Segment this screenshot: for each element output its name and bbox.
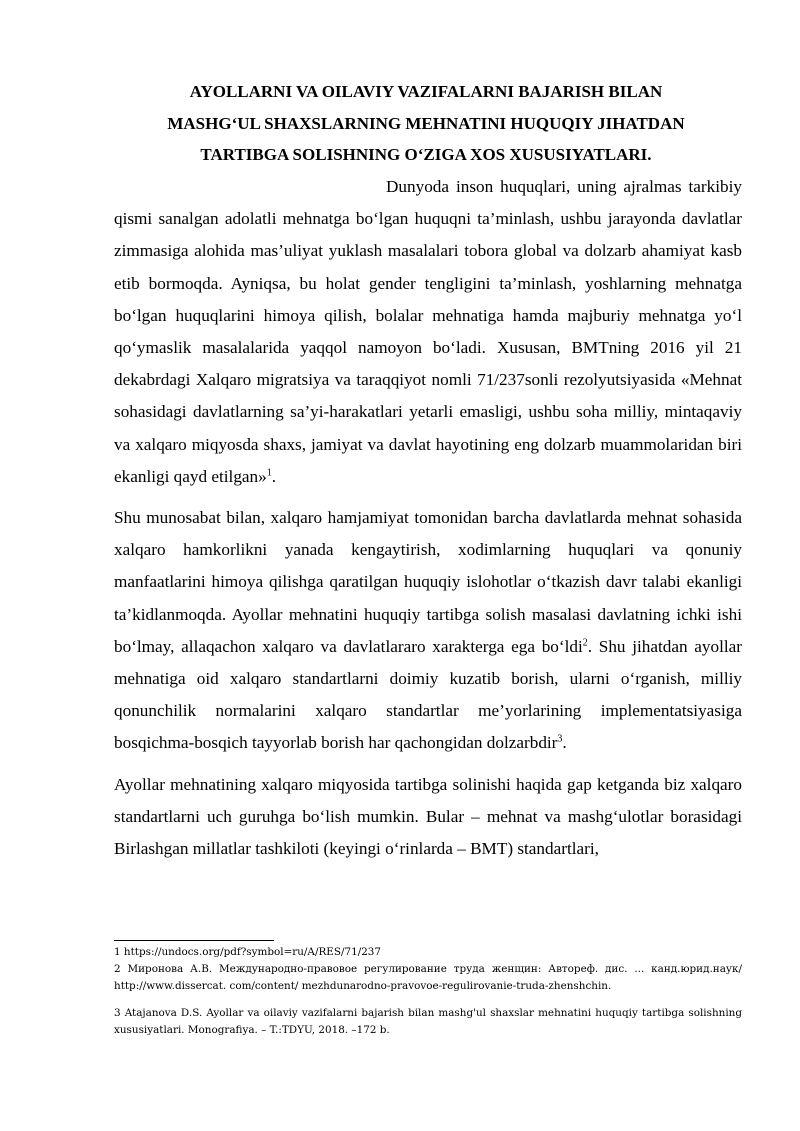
footnotes [114,944,742,1039]
footnote-1: 1 https://undocs.org/pdf?symbol=ru/A/RES/71/237 [114,946,382,958]
paragraph-2-text-a: Shu munosabat bilan, xalqaro hamjamiyat tomonidan barcha davlatlarda mehnat sohasida xalqaro hamkorlikni yanada kengaytirish, xodimlarning huquqlari va qonuniy manfaatlarini himoya qilishga qaratilgan huquqiy islohotlar o‘tkazish davr talabi ekanligi ta’kidlanmoqda. Ayollar mehnatini huquqiy tartibga solish masalasi davlatning ichki ishi bo‘lmay, allaqachon xalqaro va davlatlararo xarakterga ega bo‘ldi [114,508,742,656]
footnote-ref-1[interactable]: 1 [266,467,272,479]
footnote-ref-2[interactable]: 2 [582,637,588,649]
footnote-ref-3[interactable]: 3 [557,733,563,745]
paragraph-3 [114,769,742,866]
paragraph-3-text: Ayollar mehnatining xalqaro miqyosida tartibga solinishi haqida gap ketganda biz xalqaro standartlarni uch guruhga bo‘lish mumkin. Bular – mehnat va mashg‘ulotlar borasidagi Birlashgan millatlar tashkiloti (keyingi o‘rinlarda – BMT) standartlari, [114,774,742,859]
title-line-3: TARTIBGA SOLISHNING O‘ZIGA XOS XUSUSIYATLARI. [200,145,652,164]
title-line-1: AYOLLARNI VA OILAVIY VAZIFALARNI BAJARISH BILAN [189,82,663,101]
footnote-separator [114,940,274,941]
document-title [110,76,742,171]
paragraph-2-tail: . [562,733,567,753]
paragraph-2-text-b: . Shu jihatdan ayollar mehnatiga oid xalqaro standartlarni doimiy kuzatib borish, ularni o‘rganish, milliy qonunchilik normalarini xalqaro standartlar me’yorlarining implementatsiyasiga bosqichma-bosqich tayyorlab borish har qachongidan dolzarbdir [114,636,742,753]
footnote-2: 2 Миронова А.В. Международно-правовое регулирование труда женщин: Автореф. дис. ... канд.юрид.наук/ http://www.dissercat. com/content/ mezhdunarodno-pravovoe-regulirovanie-truda-zhenshchin. [114,963,742,992]
document-body [114,171,742,874]
paragraph-1-text: Dunyoda inson huquqlari, uning ajralmas tarkibiy qismi sanalgan adolatli mehnatga bo‘lgan huquqni ta’minlash, ushbu jarayonda davlatlar zimmasiga alohida mas’uliyat yuklash masalalari tobora global va dolzarb ahamiyat kasb etib bormoqda. Ayniqsa, bu holat gender tengligini ta’minlash, yoshlarning mehnatga bo‘lgan huquqlarini himoya qilish, bolalar mehnatiga hamda majburiy mehnatga yo‘l qo‘ymaslik masalalarida yaqqol namoyon bo‘ladi. Xususan, BMTning 2016 yil 21 dekabrdagi Xalqaro migratsiya va taraqqiyot nomli 71/237sonli rezolyutsiyasida «Mehnat sohasidagi davlatlarning sa’yi-harakatlari yetarli emasligi, ushbu soha milliy, mintaqaviy va xalqaro miqyosda shaxs, jamiyat va davlat hayotining eng dolzarb muammolaridan biri ekanligi qayd etilgan» [114,177,742,486]
title-line-2: MASHG‘UL SHAXSLARNING MEHNATINI HUQUQIY JIHATDAN [167,113,685,133]
paragraph-2 [114,502,742,760]
paragraph-1 [114,171,742,493]
paragraph-1-tail: . [271,466,277,486]
footnote-3: 3 Atajanova D.S. Ayollar va oilaviy vazifalarni bajarish bilan mashg'ul shaxslar mehnatini huquqiy tartibga solishning xususiyatlari. Monografiya. – T.:TDYU, 2018. –172 b. [114,1007,742,1036]
